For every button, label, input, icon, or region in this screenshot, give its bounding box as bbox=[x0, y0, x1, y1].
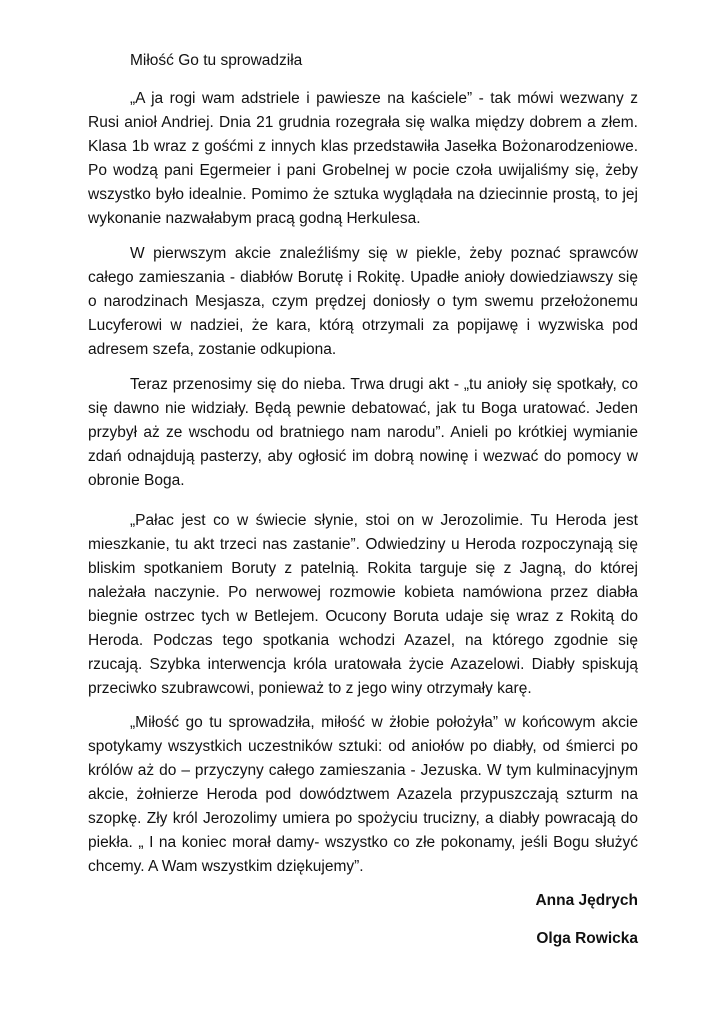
author-signature-2: Olga Rowicka bbox=[536, 930, 638, 947]
author-signature-1: Anna Jędrych bbox=[535, 892, 638, 909]
paragraph-1: „A ja rogi wam adstriele i pawiesze na kaściele” - tak mówi wezwany z Rusi anioł Andriej. Dnia 21 grudnia rozegrała się walka między dobrem a złem. Klasa 1b wraz z gośćmi z innych klas przedstawiła Jasełka Bożonarodzeniowe. Po wodzą pani Egermeier i pani Grobelnej w pocie czoła uwijaliśmy się, żeby wszystko było idealnie. Pomimo że sztuka wyglądała na dziecinnie prostą, to jej wykonanie nazwałabym pracą godną Herkulesa. bbox=[88, 90, 638, 227]
article-title: Miłość Go tu sprowadziła bbox=[130, 52, 303, 69]
paragraph-5: „Miłość go tu sprowadziła, miłość w żłobie położyła” w końcowym akcie spotykamy wszystkich uczestników sztuki: od aniołów po diabły, od śmierci po królów aż do – przyczyny całego zamieszania - Jezuska. W tym kulminacyjnym akcie, żołnierze Heroda pod dowództwem Azazela przypuszczają szturm na szopkę. Zły król Jerozolimy umiera po spożyciu trucizny, a diabły powracają do piekła. „ I na koniec morał damy- wszystko co złe pokonamy, jeśli Bogu służyć chcemy. A Wam wszystkim dziękujemy”. bbox=[88, 714, 638, 875]
paragraph-4: „Pałac jest co w świecie słynie, stoi on w Jerozolimie. Tu Heroda jest mieszkanie, tu akt trzeci nas zastanie”. Odwiedziny u Heroda rozpoczynają się bliskim spotkaniem Boruty z patelnią. Rokita targuje się z Jagną, do której należała naczynie. Po nerwowej rozmowie kobieta namówiona przez diabła biegnie ostrzec tych w Betlejem. Ocucony Boruta udaje się wraz z Rokitą do Heroda. Podczas tego spotkania wchodzi Azazel, na którego zgodnie się rzucają. Szybka interwencja króla uratowała życie Azazelowi. Diabły spiskują przeciwko szubrawcowi, ponieważ to z jego winy otrzymały karę. bbox=[88, 512, 638, 697]
paragraph-2: W pierwszym akcie znaleźliśmy się w piekle, żeby poznać sprawców całego zamieszania - diabłów Borutę i Rokitę. Upadłe anioły dowiedziawszy się o narodzinach Mesjasza, czym prędzej doniosły o tym swemu przełożonemu Lucyferowi w nadziei, że kara, którą otrzymali za popijawę i wyzwiska pod adresem szefa, zostanie odkupiona. bbox=[88, 245, 638, 358]
paragraph-3: Teraz przenosimy się do nieba. Trwa drugi akt - „tu anioły się spotkały, co się dawno nie widziały. Będą pewnie debatować, jak tu Boga uratować. Jeden przybył aż ze wschodu od bratniego nam narodu”. Anieli po krótkiej wymianie zdań odnajdują pasterzy, aby ogłosić im dobrą nowinę i wezwać do pomocy w obronie Boga. bbox=[88, 376, 638, 489]
